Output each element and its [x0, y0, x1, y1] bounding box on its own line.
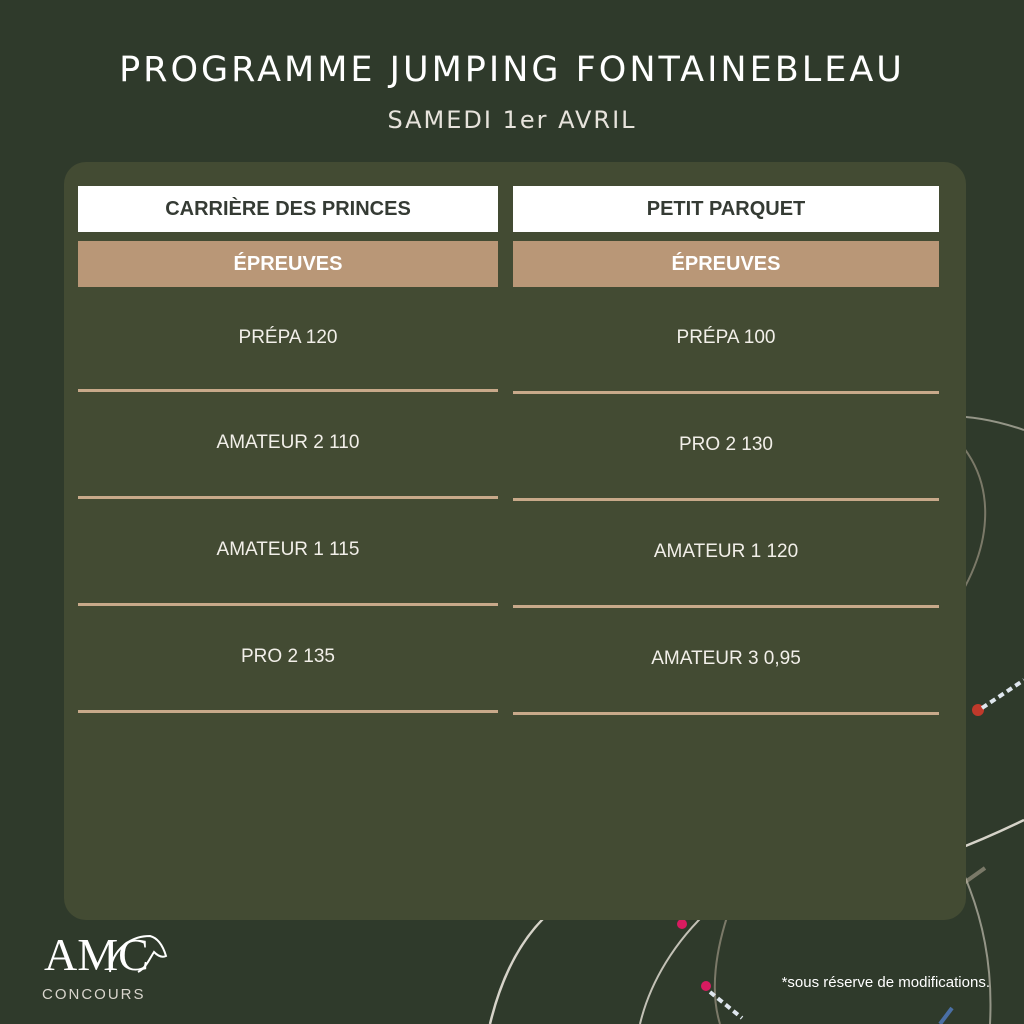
- event-label: AMATEUR 2 110: [216, 432, 360, 453]
- event-label: PRO 2 135: [241, 646, 335, 667]
- events-header: ÉPREUVES: [78, 241, 498, 287]
- page-title: PROGRAMME JUMPING FONTAINEBLEAU: [119, 50, 905, 90]
- event-label: AMATEUR 3 0,95: [651, 648, 801, 669]
- venue-title: PETIT PARQUET: [513, 186, 939, 232]
- venue-column-left: [78, 186, 498, 713]
- brand-logo: AMC: [44, 929, 149, 980]
- event-label: PRO 2 130: [679, 434, 773, 455]
- event-list: [78, 287, 498, 713]
- disclaimer-note: *sous réserve de modifications.: [781, 974, 990, 991]
- event-list: [513, 287, 939, 715]
- brand-name: CONCOURS: [42, 986, 146, 1003]
- event-row: [78, 606, 498, 713]
- event-row: [513, 394, 939, 501]
- event-row: [78, 499, 498, 606]
- event-label: AMATEUR 1 115: [216, 539, 360, 560]
- event-label: AMATEUR 1 120: [653, 541, 799, 562]
- event-row: [513, 608, 939, 715]
- event-row: [513, 501, 939, 608]
- event-label: PRÉPA 120: [238, 327, 338, 348]
- page-subtitle: SAMEDI 1er AVRIL: [387, 106, 637, 134]
- event-row: [78, 392, 498, 499]
- event-label: PRÉPA 100: [676, 327, 776, 348]
- events-header: ÉPREUVES: [513, 241, 939, 287]
- venue-title: CARRIÈRE DES PRINCES: [78, 186, 498, 232]
- event-row: [78, 287, 498, 392]
- event-row: [513, 287, 939, 394]
- venue-column-right: [513, 186, 939, 715]
